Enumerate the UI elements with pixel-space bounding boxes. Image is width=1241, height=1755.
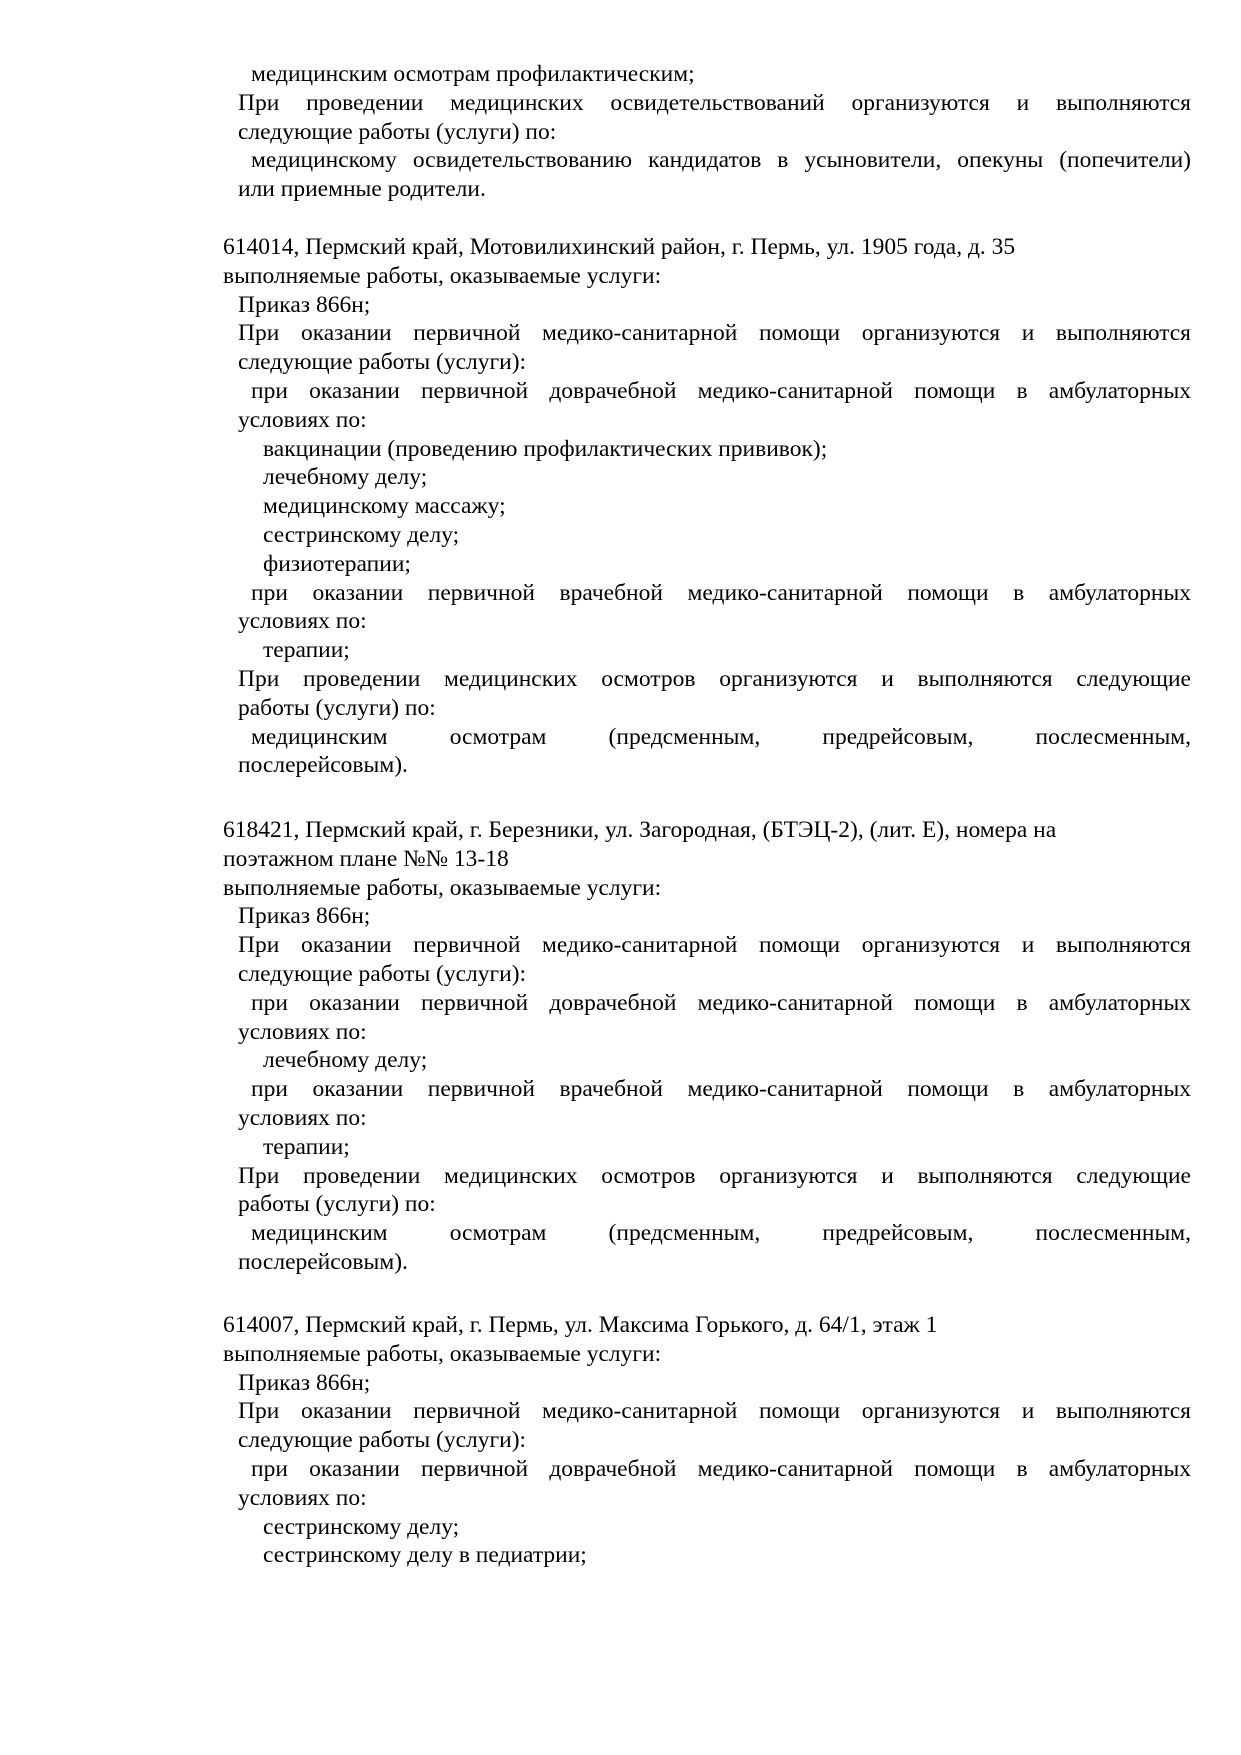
document-line: при оказании первичной врачебной медико-санитарной помощи в амбулаторных <box>251 579 1191 606</box>
document-line: условиях по: <box>238 1484 367 1511</box>
document-line: сестринскому делу; <box>263 1513 460 1540</box>
section-continuation <box>223 60 1191 204</box>
document-line: следующие работы (услуги) по: <box>238 118 557 145</box>
document-line: сестринскому делу в педиатрии; <box>263 1542 587 1569</box>
document-line: При оказании первичной медико-санитарной помощи организуются и выполняются <box>238 932 1191 959</box>
services-heading: выполняемые работы, оказываемые услуги: <box>223 874 662 901</box>
document-line: условиях по: <box>238 608 367 635</box>
services-list <box>223 1369 1191 1571</box>
document-line: При оказании первичной медико-санитарной помощи организуются и выполняются <box>238 320 1191 347</box>
document-line: следующие работы (услуги): <box>238 960 527 987</box>
document-line: медицинским осмотрам профилактическим; <box>251 61 695 87</box>
document-line: физиотерапии; <box>263 550 411 577</box>
document-line: медицинскому массажу; <box>263 493 506 520</box>
section-address: 614007, Пермский край, г. Пермь, ул. Максима Горького, д. 64/1, этаж 1 <box>223 1312 938 1338</box>
document-line: При проведении медицинских освидетельствований организуются и выполняются <box>238 89 1191 116</box>
services-list <box>223 902 1191 1276</box>
document-line: лечебному делу; <box>263 464 428 491</box>
document-line: медицинским осмотрам (предсменным, предрейсовым, послесменным, <box>251 1220 1191 1247</box>
document-line: лечебному делу; <box>263 1047 428 1074</box>
document-line: при оказании первичной доврачебной медико-санитарной помощи в амбулаторных <box>251 1455 1191 1482</box>
document-line: Приказ 866н; <box>238 1369 371 1396</box>
document-line: сестринскому делу; <box>263 521 460 548</box>
section-address: 618421, Пермский край, г. Березники, ул. Загородная, (БТЭЦ-2), (лит. Е), номера на <box>223 817 1057 843</box>
section-perm-1905 <box>223 233 1191 780</box>
section-address: 614014, Пермский край, Мотовилихинский район, г. Пермь, ул. 1905 года, д. 35 <box>223 234 1016 260</box>
document-line: условиях по: <box>238 1104 367 1131</box>
document-line: Приказ 866н; <box>238 903 371 930</box>
document-line: или приемные родители. <box>238 176 486 203</box>
document-line: при оказании первичной врачебной медико-санитарной помощи в амбулаторных <box>251 1076 1191 1103</box>
document-line: послерейсовым). <box>238 752 408 779</box>
services-heading: выполняемые работы, оказываемые услуги: <box>223 1340 662 1367</box>
section-address-continued: поэтажном плане №№ 13-18 <box>223 845 509 872</box>
section-berezniki <box>223 816 1191 1277</box>
document-line: при оказании первичной доврачебной медико-санитарной помощи в амбулаторных <box>251 377 1191 404</box>
document-line: работы (услуги) по: <box>238 694 436 721</box>
document-line: условиях по: <box>238 1018 367 1045</box>
document-line: следующие работы (услуги): <box>238 1427 527 1454</box>
document-line: терапии; <box>263 1133 350 1160</box>
document-line: следующие работы (услуги): <box>238 349 527 376</box>
document-line: медицинским осмотрам (предсменным, предрейсовым, послесменным, <box>251 723 1191 750</box>
document-line: при оказании первичной доврачебной медико-санитарной помощи в амбулаторных <box>251 989 1191 1016</box>
document-line: вакцинации (проведению профилактических прививок); <box>263 435 828 462</box>
document-line: медицинскому освидетельствованию кандидатов в усыновители, опекуны (попечители) <box>251 147 1191 174</box>
section-perm-gorkogo <box>223 1311 1191 1570</box>
document-line: При проведении медицинских осмотров организуются и выполняются следующие <box>238 1162 1191 1189</box>
document-line: терапии; <box>263 637 350 664</box>
document-line: При оказании первичной медико-санитарной помощи организуются и выполняются <box>238 1398 1191 1425</box>
services-list <box>223 291 1191 781</box>
document-line: При проведении медицинских осмотров организуются и выполняются следующие <box>238 665 1191 692</box>
document-line: послерейсовым). <box>238 1248 408 1275</box>
document-line: работы (услуги) по: <box>238 1191 436 1218</box>
document-line: условиях по: <box>238 406 367 433</box>
services-heading: выполняемые работы, оказываемые услуги: <box>223 262 662 289</box>
document-line: Приказ 866н; <box>238 291 371 318</box>
